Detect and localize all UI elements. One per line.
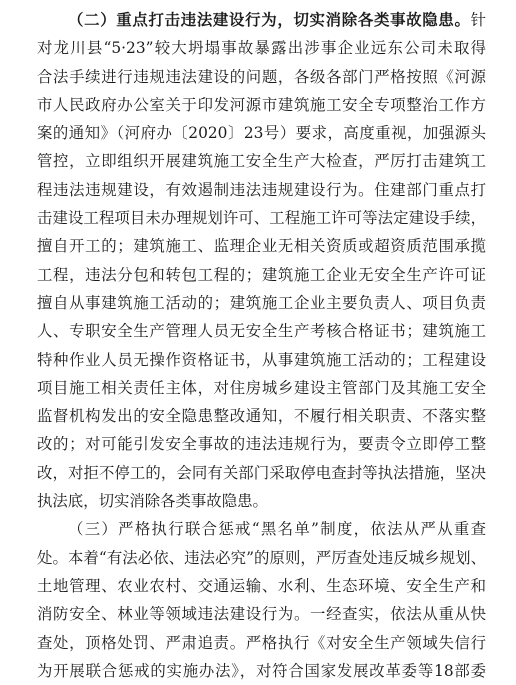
paragraph-line: 人、专职安全生产管理人员无安全生产考核合格证书；建筑施工 bbox=[37, 322, 486, 341]
section-2-heading: （二）重点打击违法建设行为，切实消除各类事故隐患。 bbox=[68, 11, 471, 29]
paragraph-line: 击建设工程项目未办理规划许可、工程施工许可等法定建设手续， bbox=[37, 209, 486, 228]
paragraph-line: 管控，立即组织开展建筑施工安全生产大检查，严厉打击建筑工 bbox=[37, 152, 486, 171]
paragraph-line: 执法底，切实消除各类事故隐患。 bbox=[37, 492, 268, 511]
paragraph-line: 改，对拒不停工的，会同有关部门采取停电查封等执法措施，坚决 bbox=[37, 463, 486, 482]
paragraph-line: 擅自从事建筑施工活动的；建筑施工企业主要负责人、项目负责 bbox=[37, 293, 486, 312]
paragraph-line: 为开展联合惩戒的实施办法》，对符合国家发展改革委等18部委 bbox=[37, 661, 486, 680]
line-text: 针 bbox=[470, 11, 486, 29]
paragraph-line: 市人民政府办公室关于印发河源市建筑施工安全专项整治工作方 bbox=[37, 95, 486, 114]
paragraph-line: 工程，违法分包和转包工程的；建筑施工企业无安全生产许可证 bbox=[37, 265, 486, 284]
section-3-heading: （三）严格执行联合惩戒“黑名单”制度，依法从严从重查 bbox=[68, 520, 486, 539]
paragraph-line: 处。本着“有法必依、违法必究”的原则，严厉查处违反城乡规划、 bbox=[37, 548, 486, 567]
paragraph-line: 案的通知》（河府办〔2020〕23号）要求，高度重视，加强源头 bbox=[37, 124, 486, 143]
paragraph-line: 擅自开工的；建筑施工、监理企业无相关资质或超资质范围承揽 bbox=[37, 237, 486, 256]
paragraph-line: 程违法违规建设，有效遏制违法违规建设行为。住建部门重点打 bbox=[37, 180, 486, 199]
paragraph-line: 查处，顶格处罚、严肃追责。严格执行《对安全生产领域失信行 bbox=[37, 633, 486, 652]
paragraph-line: 消防安全、林业等领域违法建设行为。一经查实，依法从重从快 bbox=[37, 605, 486, 624]
paragraph-section-3 bbox=[37, 515, 486, 685]
paragraph-line: 项目施工相关责任主体，对住房城乡建设主管部门及其施工安全 bbox=[37, 378, 486, 397]
paragraph-line: 监督机构发出的安全隐患整改通知，不履行相关职责、不落实整 bbox=[37, 407, 486, 426]
paragraph-line: 对龙川县“5·23”较大坍塌事故暴露出涉事企业远东公司未取得 bbox=[37, 39, 486, 58]
paragraph-section-2 bbox=[37, 6, 486, 515]
paragraph-line: 改的；对可能引发安全事故的违法违规行为，要责令立即停工整 bbox=[37, 435, 486, 454]
paragraph-line: 特种作业人员无操作资格证书，从事建筑施工活动的；工程建设 bbox=[37, 350, 486, 369]
paragraph-line: 土地管理、农业农村、交通运输、水利、生态环境、安全生产和 bbox=[37, 576, 486, 595]
paragraph-line: 合法手续进行违规违法建设的问题，各级各部门严格按照《河源 bbox=[37, 67, 486, 86]
paragraph-line bbox=[37, 6, 486, 34]
